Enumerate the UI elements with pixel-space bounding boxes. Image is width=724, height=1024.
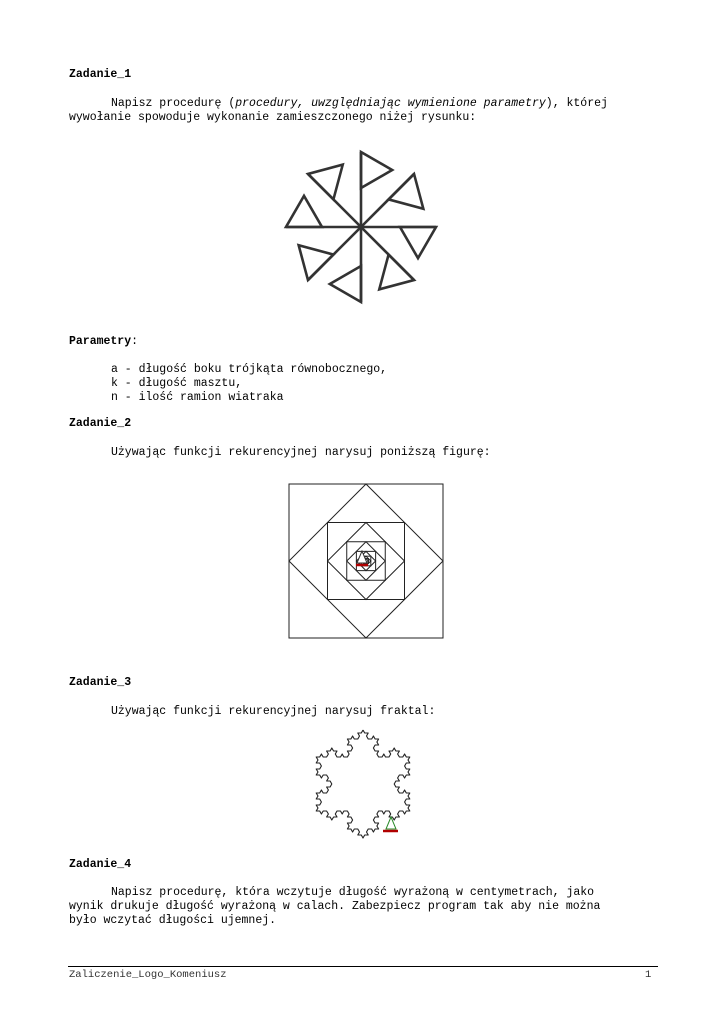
params-heading — [69, 335, 138, 348]
nested-diamond — [328, 523, 405, 600]
nested-square — [361, 556, 371, 566]
nested-diamond — [361, 556, 371, 566]
task4-line2: wynik drukuje długość wyrażoną w calach. Zabezpiecz program tak aby nie można — [69, 900, 601, 913]
param-n: n - ilość ramion wiatraka — [111, 391, 284, 404]
param-a: a - długość boku trójkąta równobocznego, — [111, 363, 388, 376]
turtle-icon-fractal — [383, 817, 398, 831]
task1-intro-line1 — [69, 97, 658, 111]
param-k: k - długość masztu, — [111, 377, 243, 390]
windmill-blade-triangle — [361, 152, 392, 188]
windmill-mast — [308, 227, 361, 280]
windmill-blade-triangle — [308, 165, 343, 200]
task1-intro-part-a: Napisz procedurę ( — [111, 97, 236, 110]
nested-diamond — [364, 559, 369, 564]
task4-text — [69, 886, 658, 928]
task4-line3: było wczytać długości ujemnej. — [69, 914, 277, 927]
windmill-blade-triangle — [379, 255, 414, 290]
task2-heading: Zadanie_2 — [69, 417, 132, 430]
task1-intro — [69, 97, 658, 125]
task4-heading: Zadanie_4 — [69, 858, 132, 871]
task1-intro-part-b: ), której — [545, 97, 608, 110]
nested-diamond — [289, 484, 443, 638]
nested-square — [364, 559, 369, 564]
params-heading-colon: : — [131, 335, 139, 348]
windmill-blade-triangle — [389, 174, 424, 209]
windmill-blade-triangle — [286, 196, 322, 227]
nested-square — [328, 523, 405, 600]
params-heading-text: Parametry — [69, 335, 132, 348]
task3-heading: Zadanie_3 — [69, 676, 132, 689]
footer-page-number: 1 — [645, 969, 652, 981]
nested-square — [347, 542, 386, 581]
turtle-icon — [356, 551, 368, 565]
nested-square — [356, 551, 375, 570]
windmill-mast — [361, 174, 414, 227]
windmill-mast — [308, 174, 361, 227]
windmill-blade-triangle — [299, 245, 334, 280]
windmill-mast — [361, 227, 414, 280]
windmill-blade-triangle — [330, 266, 361, 302]
params-list — [111, 363, 387, 405]
task1-heading: Zadanie_1 — [69, 68, 132, 81]
footer-title: Zaliczenie_Logo_Komeniusz — [69, 969, 227, 981]
task1-intro-italic: procedury, uwzględniając wymienione parametry — [235, 97, 546, 110]
task2-text: Używając funkcji rekurencyjnej narysuj poniższą figurę: — [111, 446, 491, 459]
footer-divider — [68, 966, 658, 967]
task3-text: Używając funkcji rekurencyjnej narysuj fraktal: — [111, 705, 436, 718]
task1-intro-line2: wywołanie spowoduje wykonanie zamieszczonego niżej rysunku: — [69, 111, 477, 124]
nested-diamond — [356, 551, 375, 570]
nested-square — [289, 484, 443, 638]
windmill-blade-triangle — [400, 227, 436, 258]
task4-line1: Napisz procedurę, która wczytuje długość wyrażoną w centymetrach, jako — [111, 886, 595, 899]
nested-diamond — [347, 542, 386, 581]
